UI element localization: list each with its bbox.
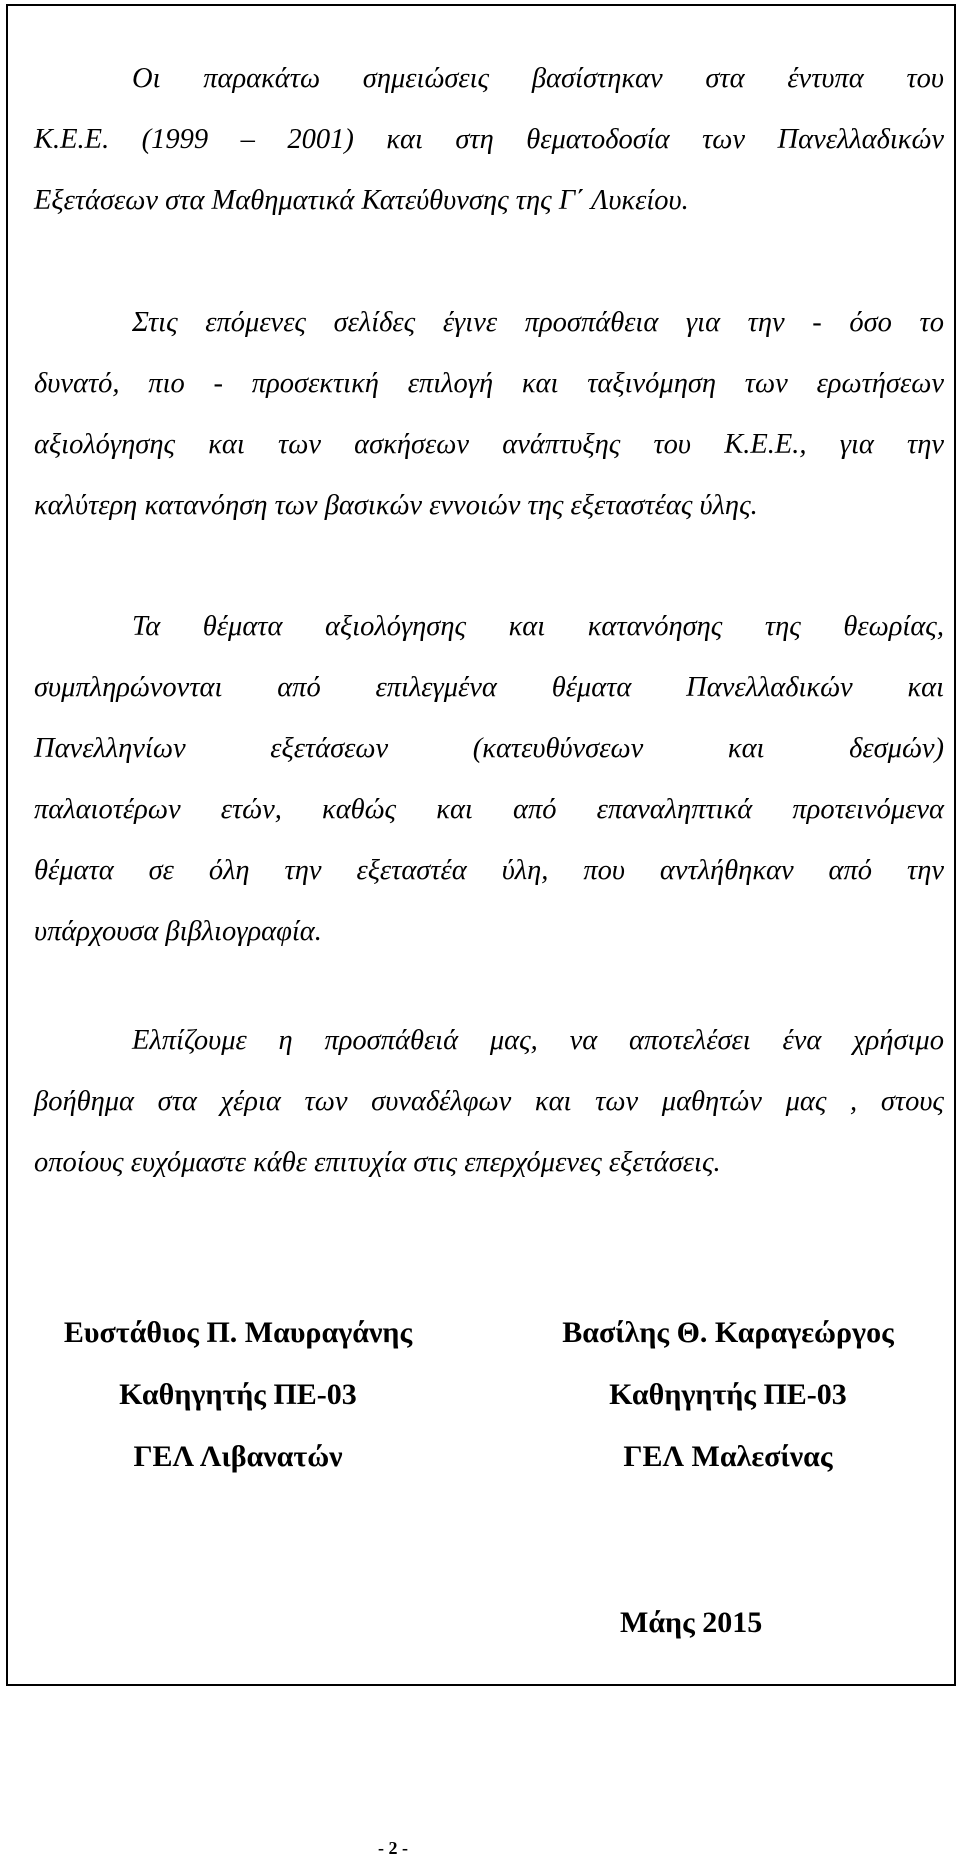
text-line: Οι παρακάτω σημειώσεις βασίστηκαν στα έντυπα του bbox=[132, 63, 944, 94]
text-line: Κ.Ε.Ε. (1999 – 2001) και στη θεματοδοσία των Πανελλαδικών bbox=[34, 124, 944, 155]
text-line: υπάρχουσα βιβλιογραφία. bbox=[34, 916, 322, 947]
method-paragraph bbox=[34, 292, 944, 536]
text-line: συμπληρώνονται από επιλεγμένα θέματα Πανελλαδικών και bbox=[34, 672, 944, 703]
intro-paragraph bbox=[34, 48, 944, 231]
page-number: - 2 - bbox=[378, 1838, 408, 1858]
signature-author-1 bbox=[38, 1302, 438, 1488]
text-line: Πανελληνίων εξετάσεων (κατευθύνσεων και δεσμών) bbox=[34, 733, 944, 764]
signature-author-2 bbox=[528, 1302, 928, 1488]
content-paragraph bbox=[34, 596, 944, 962]
author-name: Βασίλης Θ. Καραγεώργος bbox=[562, 1316, 894, 1349]
text-line: Στις επόμενες σελίδες έγινε προσπάθεια για την - όσο το bbox=[132, 307, 944, 338]
author-title: Καθηγητής ΠΕ-03 bbox=[119, 1378, 357, 1411]
text-line: αξιολόγησης και των ασκήσεων ανάπτυξης του Κ.Ε.Ε., για την bbox=[34, 429, 944, 460]
text-line: Ελπίζουμε η προσπάθειά μας, να αποτελέσει ένα χρήσιμο bbox=[132, 1025, 944, 1056]
text-line: Τα θέματα αξιολόγησης και κατανόησης της θεωρίας, bbox=[132, 611, 944, 642]
document-date: Μάης 2015 bbox=[620, 1606, 763, 1639]
author-name: Ευστάθιος Π. Μαυραγάνης bbox=[63, 1316, 413, 1349]
author-school: ΓΕΛ Μαλεσίνας bbox=[623, 1440, 833, 1473]
text-line: δυνατό, πιο - προσεκτική επιλογή και ταξινόμηση των ερωτήσεων bbox=[34, 368, 944, 399]
text-line: οποίους ευχόμαστε κάθε επιτυχία στις επερχόμενες εξετάσεις. bbox=[34, 1147, 721, 1178]
text-line: καλύτερη κατανόηση των βασικών εννοιών της εξεταστέας ύλης. bbox=[34, 490, 758, 521]
text-line: θέματα σε όλη την εξεταστέα ύλη, που αντλήθηκαν από την bbox=[34, 855, 944, 886]
closing-paragraph bbox=[34, 1010, 944, 1193]
text-line: παλαιοτέρων ετών, καθώς και από επαναληπτικά προτεινόμενα bbox=[34, 794, 944, 825]
text-line: βοήθημα στα χέρια των συναδέλφων και των μαθητών μας , στους bbox=[34, 1086, 944, 1117]
text-line: Εξετάσεων στα Μαθηματικά Κατεύθυνσης της Γ΄ Λυκείου. bbox=[34, 185, 689, 216]
author-title: Καθηγητής ΠΕ-03 bbox=[609, 1378, 847, 1411]
author-school: ΓΕΛ Λιβανατών bbox=[133, 1440, 343, 1473]
page-border-frame bbox=[6, 4, 956, 1686]
